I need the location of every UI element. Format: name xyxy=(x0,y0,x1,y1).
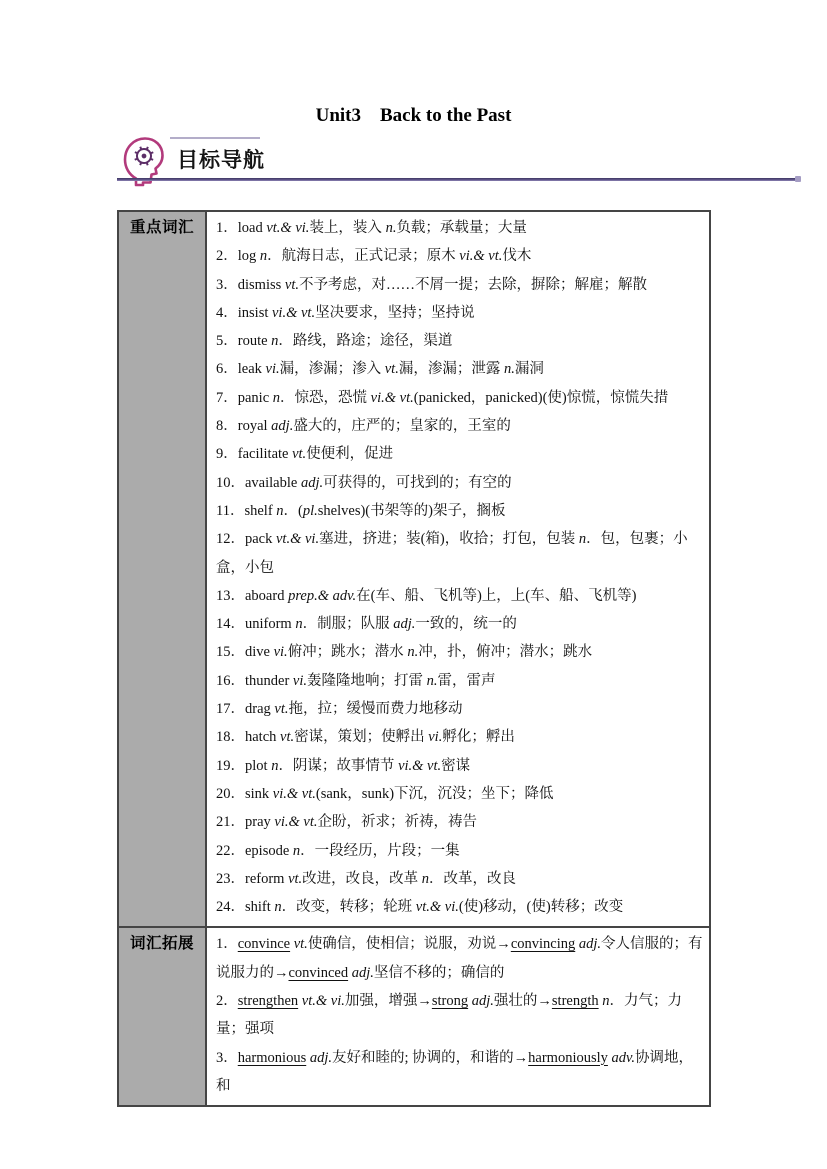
vocab-entry: 3．dismiss vt.不予考虑，对……不屑一提；去除，摒除；解雇；解散 xyxy=(216,276,647,293)
page-title: Unit3 Back to the Past xyxy=(315,105,512,126)
vocab-entry: 15．dive vi.俯冲；跳水；潜水 n.冲，扑，俯冲；潜水；跳水 xyxy=(216,644,593,661)
vocab-entry: 16．thunder vi.轰隆隆地响；打雷 n.雷，雷声 xyxy=(216,672,496,689)
vocab-entry: 3．harmonious adj.友好和睦的; 协调的，和谐的→harmoniously adv.协调地，和 xyxy=(216,1049,694,1094)
vocab-entry: 17．drag vt.拖，拉；缓慢而费力地移动 xyxy=(216,701,463,718)
vocab-entry: 1．convince vt.使确信，使相信；说服，劝说→convincing adj.令人信服的；有说服力的→convinced adj.坚信不移的；确信的 xyxy=(216,936,703,981)
section-content-vocab-expansion xyxy=(206,927,710,1106)
vocab-entry: 14．uniform n．制服；队服 adj.一致的，统一的 xyxy=(216,616,517,633)
vocab-entry: 4．insist vi.& vt.坚决要求，坚持；坚持说 xyxy=(216,304,475,321)
banner-divider-rule xyxy=(117,178,797,181)
table-row xyxy=(118,211,710,927)
vocab-entry: 18．hatch vt.密谋，策划；使孵出 vi.孵化；孵出 xyxy=(216,729,515,746)
vocab-entry: 9．facilitate vt.使便利，促进 xyxy=(216,446,394,463)
vocab-entry: 20．sink vi.& vt.(sank，sunk)下沉，沉没；坐下；降低 xyxy=(216,785,554,802)
banner-top-rule xyxy=(170,137,260,139)
banner-label: 目标导航 xyxy=(177,149,265,172)
vocab-entry: 5．route n．路线，路途；途径，渠道 xyxy=(216,333,453,350)
section-content-key-vocab xyxy=(206,211,710,927)
vocab-entry: 2．strengthen vt.& vi.加强，增强→strong adj.强壮的→strength n．力气；力量；强项 xyxy=(216,993,682,1038)
vocab-table xyxy=(117,210,711,1107)
vocab-entry: 24．shift n．改变，转移；轮班 vt.& vi.(使)移动，(使)转移；改变 xyxy=(216,899,624,916)
vocab-entry: 8．royal adj.盛大的，庄严的；皇家的，王室的 xyxy=(216,418,511,435)
vocab-entry: 10．available adj.可获得的，可找到的；有空的 xyxy=(216,474,512,491)
vocab-entry: 6．leak vi.漏，渗漏；渗入 vt.漏，渗漏；泄露 n.漏洞 xyxy=(216,361,544,378)
vocab-entry: 13．aboard prep.& adv.在(车、船、飞机等)上，上(车、船、飞机等) xyxy=(216,587,637,604)
vocab-entry: 11．shelf n．(pl.shelves)(书架等的)架子，搁板 xyxy=(216,502,506,519)
vocab-entry: 21．pray vi.& vt.企盼，祈求；祈祷，祷告 xyxy=(216,814,477,831)
table-row xyxy=(118,927,710,1106)
vocab-entry: 1．load vt.& vi.装上，装入 n.负载；承载量；大量 xyxy=(216,220,527,236)
banner-divider-endcap xyxy=(795,176,801,182)
vocab-entry: 19．plot n．阴谋；故事情节 vi.& vt.密谋 xyxy=(216,757,471,774)
vocab-entry: 12．pack vt.& vi.塞进，挤进；装(箱)，收拾；打包，包装 n．包，包裹；小盒，小包 xyxy=(216,531,688,576)
vocab-entry: 7．panic n．惊恐，恐慌 vi.& vt.(panicked，panicked)(使)惊慌，惊慌失措 xyxy=(216,389,669,406)
vocab-entry: 2．log n．航海日志，正式记录；原木 vi.& vt.伐木 xyxy=(216,248,532,265)
vocab-entry: 23．reform vt.改进，改良，改革 n．改革，改良 xyxy=(216,870,517,887)
vocab-entry: 22．episode n．一段经历，片段；一集 xyxy=(216,842,460,859)
section-header-key-vocab: 重点词汇 xyxy=(118,211,206,927)
section-header-vocab-expansion: 词汇拓展 xyxy=(118,927,206,1106)
